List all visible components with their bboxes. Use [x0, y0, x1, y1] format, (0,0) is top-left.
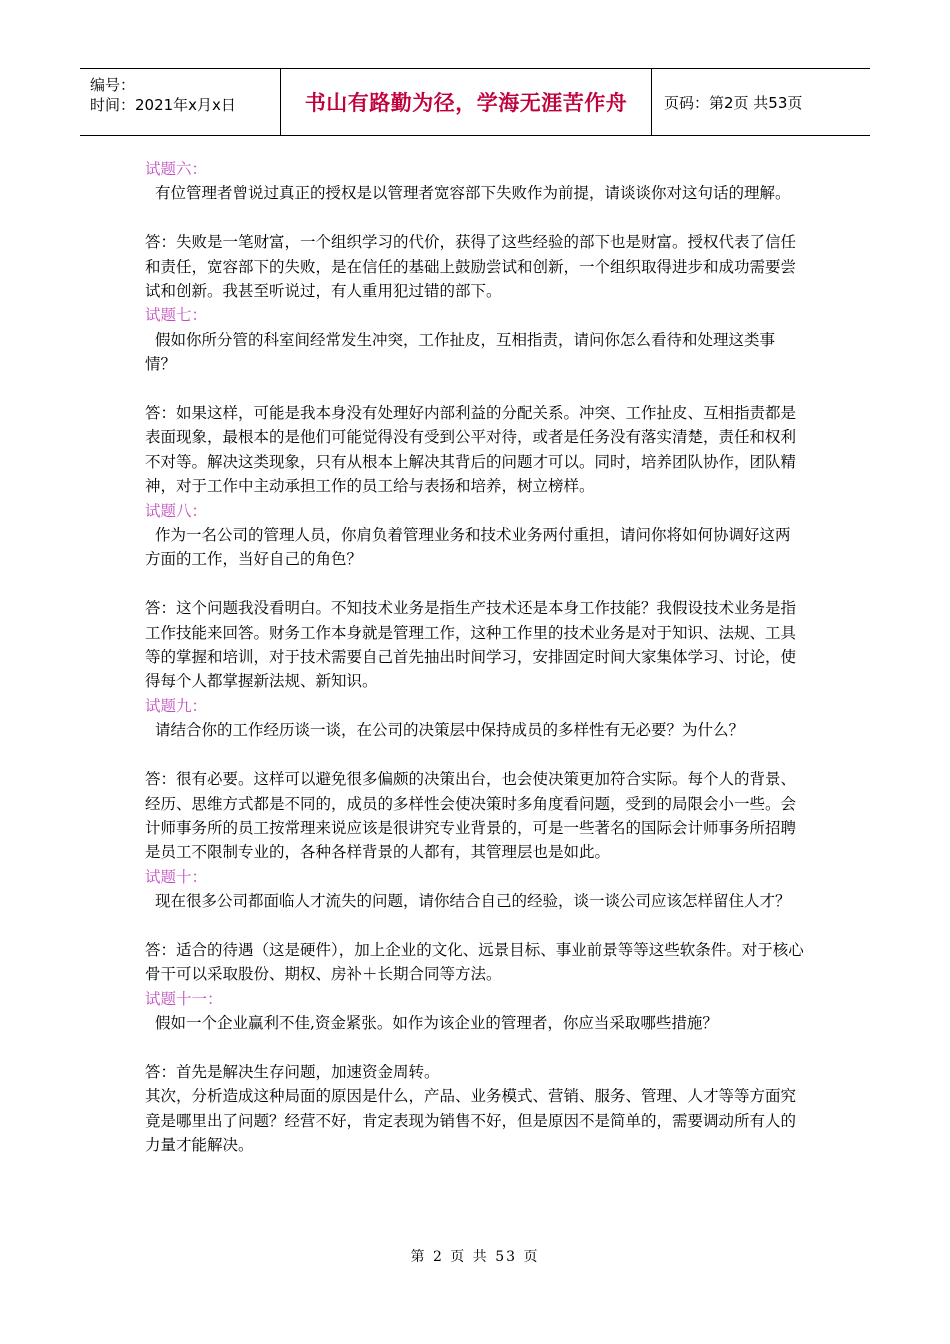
answer-text: 答：如果这样，可能是我本身没有处理好内部利益的分配关系。冲突、工作扯皮、互相指责都是表面现象，最根本的是他们可能觉得没有受到公平对待，或者是任务没有落实清楚，责任和权利不对等。解决这类现象，只有从根本上解决其背后的问题才可以。同时，培养团队协作，团队精神，对于工作中主动承担工作的员工给与表扬和培养，树立榜样。 — [145, 404, 797, 496]
question-text: 假如一个企业赢利不佳,资金紧张。如作为该企业的管理者，你应当采取哪些措施？ — [155, 1014, 718, 1033]
answer-text: 答：很有必要。这样可以避免很多偏颇的决策出台，也会使决策更加符合实际。每个人的背景、经历、思维方式都是不同的，成员的多样性会使决策时多角度看问题，受到的局限会小一些。会计师事务所的员工按常理来说应该是很讲究专业背景的，可是一些著名的国际会计师事务所招聘是员工不限制专业的，各种各样背景的人都有，其管理层也是如此。 — [145, 770, 797, 862]
answer-text: 答：这个问题我没看明白。不知技术业务是指生产技术还是本身工作技能？我假设技术业务是指工作技能来回答。财务工作本身就是管理工作，这种工作里的技术业务是对于知识、法规、工具等的掌握和培训，对于技术需要自己首先抽出时间学习，安排固定时间大家集体学习、讨论，使得每个人都掌握新法规、新知识。 — [145, 599, 797, 691]
spacer — [145, 743, 805, 767]
page-footer: 第 2 页 共 53 页 — [410, 1249, 540, 1265]
header-motto: 书山有路勤为径，学海无涯苦作舟 — [304, 91, 628, 115]
question-text: 请结合你的工作经历谈一谈，在公司的决策层中保持成员的多样性有无必要？为什么？ — [155, 721, 745, 740]
question-text: 假如你所分管的科室间经常发生冲突，工作扯皮，互相指责，请问你怎么看待和处理这类事情？ — [145, 330, 776, 374]
document-body — [145, 157, 805, 1158]
page-header — [80, 68, 870, 136]
header-page-cell — [652, 69, 870, 135]
document-time: 时间：2021年x月x日 — [90, 96, 236, 114]
spacer — [145, 572, 805, 596]
spacer — [145, 377, 805, 401]
spacer — [145, 1036, 805, 1060]
question-text: 现在很多公司都面临人才流失的问题，请你结合自己的经验，谈一谈公司应该怎样留住人才？ — [155, 892, 791, 911]
answer-text: 其次，分析造成这种局面的原因是什么，产品、业务模式、营销、服务、管理、人才等等方面究竟是哪里出了问题？经营不好，肯定表现为销售不好，但是原因不是简单的，需要调动所有人的力量才能解决。 — [145, 1087, 797, 1155]
question-title: 试题十一： — [145, 989, 223, 1008]
question-text: 有位管理者曾说过真正的授权是以管理者宽容部下失败作为前提，请谈谈你对这句话的理解。 — [155, 184, 791, 203]
question-title: 试题八： — [145, 501, 208, 520]
question-title: 试题九： — [145, 696, 208, 715]
document-number: 编号： — [90, 76, 136, 94]
answer-text: 答：失败是一笔财富，一个组织学习的代价，获得了这些经验的部下也是财富。授权代表了信任和责任，宽容部下的失败，是在信任的基础上鼓励尝试和创新，一个组织取得进步和成功需要尝试和创新。我甚至听说过，有人重用犯过错的部下。 — [145, 233, 797, 301]
header-page-number: 页码：第2页 共53页 — [664, 93, 803, 112]
spacer — [145, 206, 805, 230]
question-text: 作为一名公司的管理人员，你肩负着管理业务和技术业务两付重担，请问你将如何协调好这两方面的工作，当好自己的角色？ — [145, 526, 791, 569]
spacer — [145, 914, 805, 938]
question-title: 试题六： — [145, 160, 208, 178]
answer-text: 答：适合的待遇（这是硬件），加上企业的文化、远景目标、事业前景等等这些软条件。对于核心骨干可以采取股份、期权、房补＋长期合同等方法。 — [145, 940, 804, 984]
header-motto-cell — [281, 69, 652, 135]
header-meta — [80, 69, 281, 135]
question-title: 试题七： — [145, 306, 208, 325]
question-title: 试题十： — [145, 867, 208, 886]
answer-text: 答：首先是解决生存问题，加速资金周转。 — [145, 1062, 440, 1081]
